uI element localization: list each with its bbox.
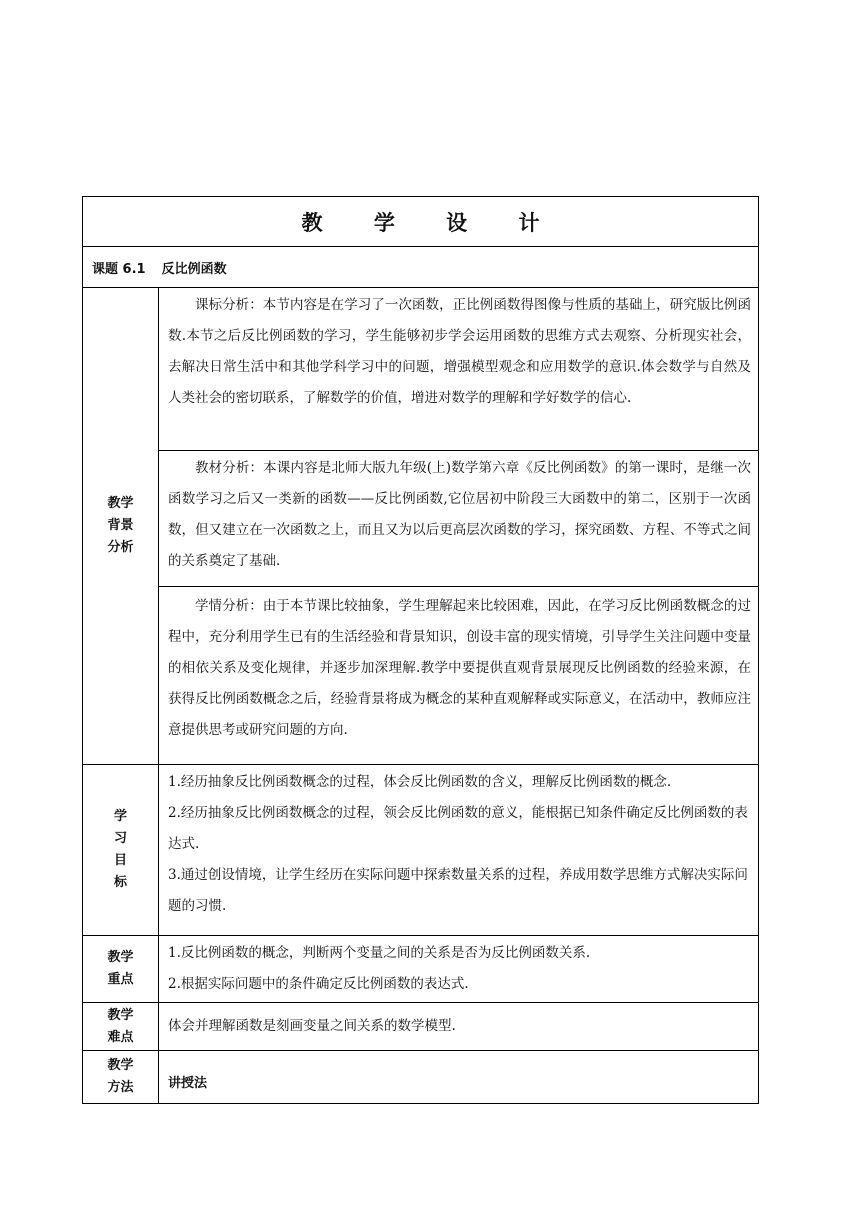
table-title-row [83,197,758,246]
method-row [83,1050,758,1103]
background-row [83,287,758,764]
goals-label: 学 习 目 标 [83,765,159,935]
key-points-label: 教学 重点 [83,936,159,1002]
key-point-item: 1.反比例函数的概念，判断两个变量之间的关系是否为反比例函数关系. [168,945,591,961]
lesson-design-table [82,196,759,1104]
key-points-row [83,935,758,1002]
method-text: 讲授法 [168,1076,208,1091]
difficulty-row [83,1002,758,1050]
goal-item: 1.经历抽象反比例函数概念的过程，体会反比例函数的含义，理解反比例函数的概念. [168,774,672,790]
textbook-analysis: 教材分析：本课内容是北师大版九年级(上)数学第六章《反比例函数》的第一课时，是继一次函数学习之后又一类新的函数——反比例函数,它位居初中阶段三大函数中的第二，区别于一次函数，但又建立在一次函数之上，而且又为以后更高层次函数的学习，探究函数、方程、不等式之间的关系奠定了基础. [168,460,751,569]
difficulty-label: 教学 难点 [83,1003,159,1050]
topic-name: 反比例函数 [161,261,227,277]
key-points-content [159,936,758,1002]
background-content [159,288,758,764]
goal-item: 2.经历抽象反比例函数概念的过程，领会反比例函数的意义，能根据已知条件确定反比例函数的表达式. [168,805,748,852]
topic-row [83,246,758,287]
goal-item: 3.通过创设情境，让学生经历在实际问题中探索数量关系的过程，养成用数学思维方式解决实际问题的习惯. [168,867,748,914]
topic-number: 课题 6.1 [92,261,146,277]
difficulty-text: 体会并理解函数是刻画变量之间关系的数学模型. [168,1018,456,1034]
background-label: 教学 背景 分析 [83,288,159,764]
difficulty-content [159,1003,758,1050]
method-content [159,1051,758,1103]
goals-content [159,765,758,935]
goals-row [83,764,758,935]
method-label: 教学 方法 [83,1051,159,1103]
student-analysis: 学情分析：由于本节课比较抽象，学生理解起来比较困难，因此，在学习反比例函数概念的过程中，充分利用学生已有的生活经验和背景知识，创设丰富的现实情境，引导学生关注问题中变量的相依关系及变化规律，并逐步加深理解.教学中要提供直观背景展现反比例函数的经验来源，在获得反比例函数概念之后，经验背景将成为概念的某种直观解释或实际意义，在活动中，教师应注意提供思考或研究问题的方向. [168,598,751,738]
key-point-item: 2.根据实际问题中的条件确定反比例函数的表达式. [168,976,469,992]
page-title: 教 学 设 计 [301,210,562,235]
curriculum-analysis: 课标分析：本节内容是在学习了一次函数，正比例函数得图像与性质的基础上，研究版比例函数.本节之后反比例函数的学习，学生能够初步学会运用函数的思维方式去观察、分析现实社会，去解决日常生活中和其他学科学习中的问题，增强模型观念和应用数学的意识.体会数学与自然及人类社会的密切联系，了解数学的价值，增进对数学的理解和学好数学的信心. [168,297,751,406]
